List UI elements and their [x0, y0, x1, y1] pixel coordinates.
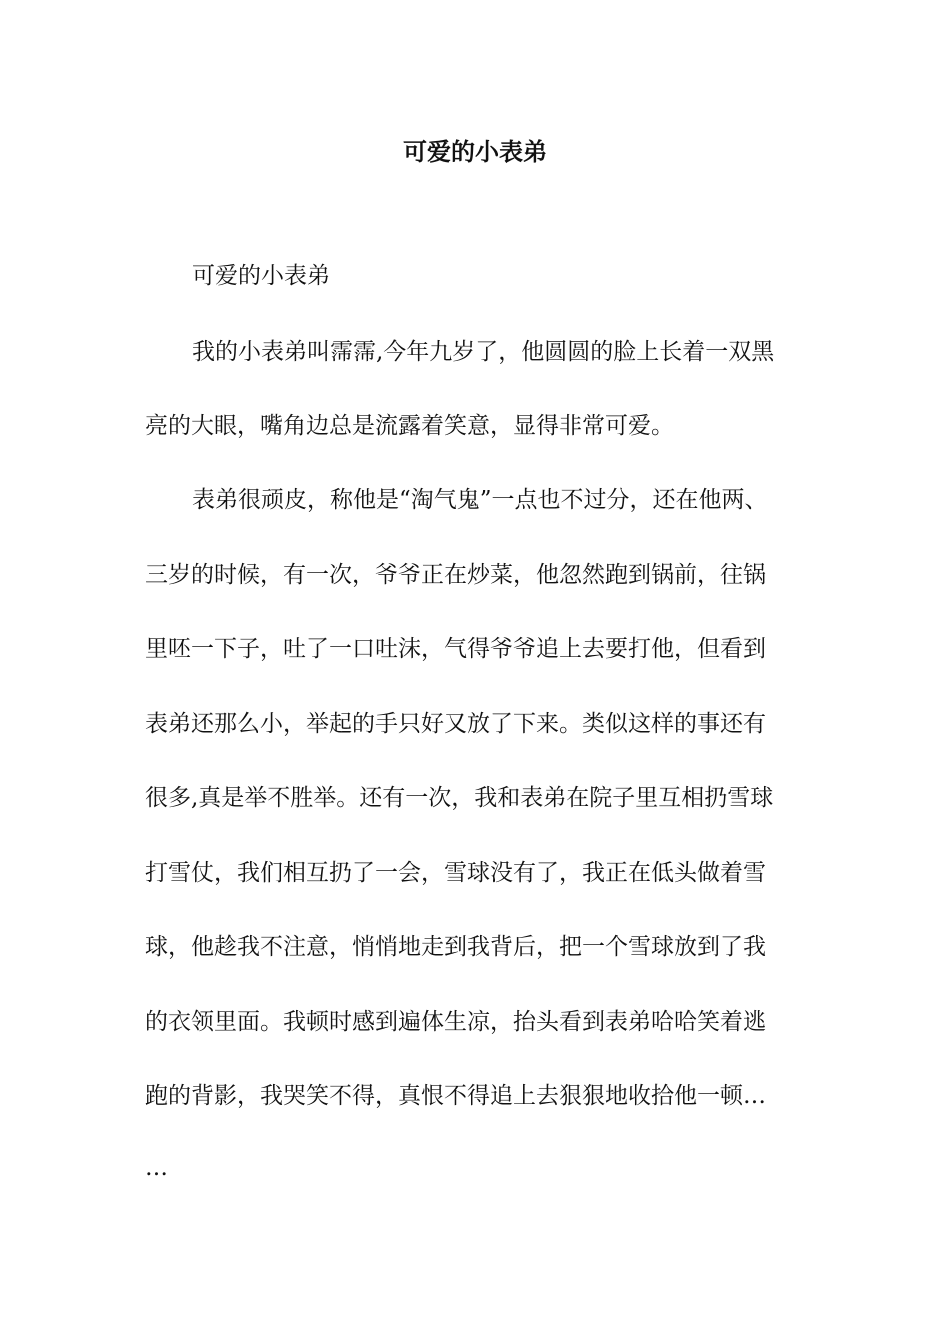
- paragraph-line: 亮的大眼，嘴角边总是流露着笑意，显得非常可爱。: [145, 413, 674, 439]
- paragraph-line: 的衣领里面。我顿时感到遍体生凉，抬头看到表弟哈哈笑着逃: [145, 1009, 766, 1035]
- subtitle-line: 可爱的小表弟: [192, 263, 330, 289]
- paragraph-line: 很多,真是举不胜举。还有一次，我和表弟在院子里互相扔雪球: [145, 785, 774, 811]
- paragraph-line: 三岁的时候，有一次，爷爷正在炒菜，他忽然跑到锅前，往锅: [145, 562, 766, 588]
- paragraph-line: 我的小表弟叫霈霈,今年九岁了，他圆圆的脸上长着一双黑: [192, 339, 775, 365]
- paragraph-line: 球，他趁我不注意，悄悄地走到我背后，把一个雪球放到了我: [145, 934, 766, 960]
- paragraph-line: 表弟很顽皮，称他是“淘气鬼”一点也不过分，还在他两、: [192, 487, 768, 513]
- paragraph-line: 表弟还那么小，举起的手只好又放了下来。类似这样的事还有: [145, 711, 766, 737]
- document-title: 可爱的小表弟: [403, 137, 547, 166]
- paragraph-line: 打雪仗，我们相互扔了一会，雪球没有了，我正在低头做着雪: [145, 860, 766, 886]
- paragraph-line: …: [145, 1155, 168, 1181]
- paragraph-line: 跑的背影，我哭笑不得，真恨不得追上去狠狠地收拾他一顿…: [145, 1083, 766, 1109]
- paragraph-line: 里呸一下子，吐了一口吐沫，气得爷爷追上去要打他，但看到: [145, 636, 766, 662]
